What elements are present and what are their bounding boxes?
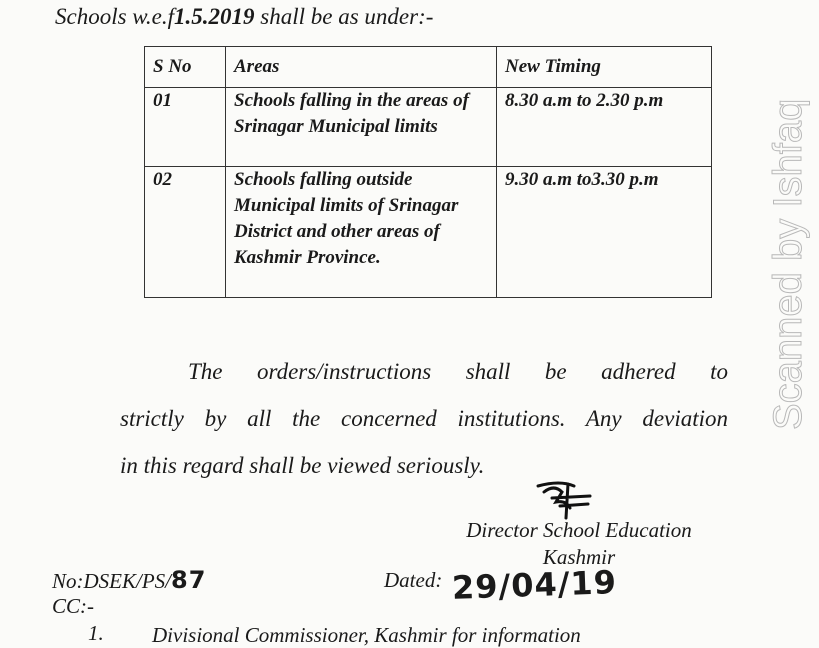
handwritten-number: 87: [171, 566, 207, 594]
table-row: [145, 88, 712, 167]
dated-label: Dated:: [384, 568, 443, 592]
reference-number: [52, 566, 206, 594]
intro-prefix: Schools w.e.f: [55, 4, 175, 29]
row-sno: 02: [145, 167, 226, 298]
signatory-place: Kashmir: [542, 545, 616, 569]
header-new-timing: New Timing: [497, 47, 712, 88]
intro-suffix: shall be as under:-: [254, 4, 434, 29]
effective-date: 1.5.2019: [174, 4, 255, 29]
intro-line: [55, 4, 433, 30]
paragraph-line: The orders/instructions shall be adhered to: [188, 359, 728, 384]
table-header-row: [145, 47, 712, 88]
row-timing: 8.30 a.m to 2.30 p.m: [497, 88, 712, 167]
row-sno: 01: [145, 88, 226, 167]
timing-table: [144, 46, 712, 298]
watermark-text: Scanned by Ishfaq: [766, 98, 810, 430]
table-row: [145, 167, 712, 298]
cc-item-text: Divisional Commissioner, Kashmir for information: [152, 623, 581, 647]
signature-icon: [530, 478, 610, 522]
scanned-watermark: [755, 0, 819, 440]
handwritten-date: 29/04/19: [451, 563, 618, 607]
signatory-title: Director School Education: [466, 518, 692, 542]
reference-label: No:DSEK/PS/: [52, 569, 171, 593]
row-timing: 9.30 a.m to3.30 p.m: [497, 167, 712, 298]
row-area: Schools falling in the areas of Srinagar Municipal limits: [226, 88, 497, 167]
header-areas: Areas: [226, 47, 497, 88]
header-sno: S No: [145, 47, 226, 88]
paragraph-line: in this regard shall be viewed seriously.: [120, 453, 485, 478]
paragraph-line: strictly by all the concerned institutions. Any deviation: [120, 406, 728, 431]
instruction-paragraph: [120, 348, 728, 489]
cc-item-number: 1.: [88, 621, 104, 645]
row-area: Schools falling outside Municipal limits of Srinagar District and other areas of Kashmir Province.: [226, 167, 497, 298]
cc-label: CC:-: [52, 594, 94, 618]
